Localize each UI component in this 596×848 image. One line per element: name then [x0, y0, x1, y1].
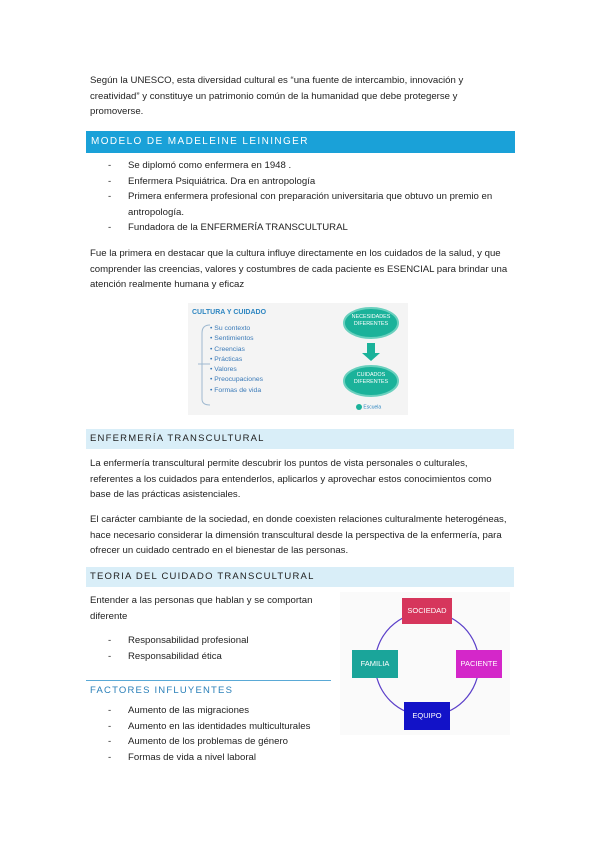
leininger-paragraph: Fue la primera en destacar que la cultura influye directamente en los cuidados de la salud, y que comprender las creencias, valores y costumbres de cada paciente es ESENCIAL para brindar una atención realmente humana y eficaz — [90, 248, 508, 290]
list-item: - Aumento de las migraciones — [90, 703, 350, 719]
arrow-shaft — [367, 343, 375, 353]
list-item: - Se diplomó como enfermera en 1948 . — [90, 158, 504, 174]
list-item: - Enfermera Psiquiátrica. Dra en antropología — [90, 174, 504, 190]
section-header-factores: FACTORES INFLUYENTES — [90, 685, 234, 696]
list-item: • Valores — [210, 366, 237, 374]
cycle-diagram — [340, 592, 510, 735]
paciente-box: PACIENTE — [456, 650, 502, 678]
section-header-leininger: MODELO DE MADELEINE LEININGER — [86, 131, 515, 153]
intro-paragraph: Según la UNESCO, esta diversidad cultural es “una fuente de intercambio, innovación y creatividad” y constituye un patrimonio común de la humanidad que debe protegerse y promoverse. — [90, 75, 464, 117]
list-item: • Creencias — [210, 345, 245, 353]
list-item: • Preocupaciones — [210, 376, 264, 384]
list-item: - Formas de vida a nivel laboral — [90, 750, 350, 766]
diagram-items — [210, 324, 263, 396]
diagram-title: CULTURA Y CUIDADO — [192, 309, 267, 316]
arrow-down-icon — [362, 353, 380, 361]
escuela-logo: Escuela — [356, 404, 381, 410]
list-item: - Aumento de los problemas de género — [90, 734, 350, 750]
cultura-cuidado-diagram — [188, 303, 408, 415]
list-item: - Primera enfermera profesional con preparación universitaria que obtuvo un premio en antropología. — [90, 189, 504, 220]
divider — [86, 680, 331, 681]
list-item: • Sentimientos — [210, 335, 254, 343]
teoria-intro: Entender a las personas que hablan y se comportan diferente — [90, 595, 313, 622]
cuidados-label: CUIDADOS DIFERENTES — [353, 372, 389, 385]
equipo-box: EQUIPO — [404, 702, 450, 730]
transcultural-paragraph-1: La enfermería transcultural permite descubrir los puntos de vista personales o culturales, referentes a los cuidados para entenderlos, aplicarlos y aprovechar estos conocimientos como base de las prácticas asistenciales. — [90, 458, 492, 500]
section-header-teoria: TEORIA DEL CUIDADO TRANSCULTURAL — [86, 567, 514, 587]
list-item: - Aumento en las identidades multiculturales — [90, 719, 350, 735]
factores-bullets — [90, 703, 350, 765]
list-item: • Prácticas — [210, 355, 243, 363]
list-item: • Formas de vida — [210, 386, 262, 394]
teoria-bullets — [90, 633, 330, 664]
list-item: - Responsabilidad ética — [90, 649, 330, 665]
familia-box: FAMILIA — [352, 650, 398, 678]
list-item: - Responsabilidad profesional — [90, 633, 330, 649]
necesidades-label: NECESIDADES DIFERENTES — [351, 314, 391, 327]
list-item: - Fundadora de la ENFERMERÍA TRANSCULTURAL — [90, 220, 504, 236]
transcultural-paragraph-2: El carácter cambiante de la sociedad, en donde coexisten relaciones culturalmente heterogéneas, hace necesario considerar la dimensión transcultural desde la perspectiva de la enfermería, para ofrecer un cuidado centrado en el bienestar de las personas. — [90, 514, 507, 556]
section-header-transcultural: ENFERMERÍA TRANSCULTURAL — [86, 429, 514, 449]
leininger-bullets — [90, 158, 504, 236]
logo-icon — [356, 404, 362, 410]
list-item: • Su contexto — [210, 325, 251, 332]
sociedad-box: SOCIEDAD — [402, 598, 452, 624]
